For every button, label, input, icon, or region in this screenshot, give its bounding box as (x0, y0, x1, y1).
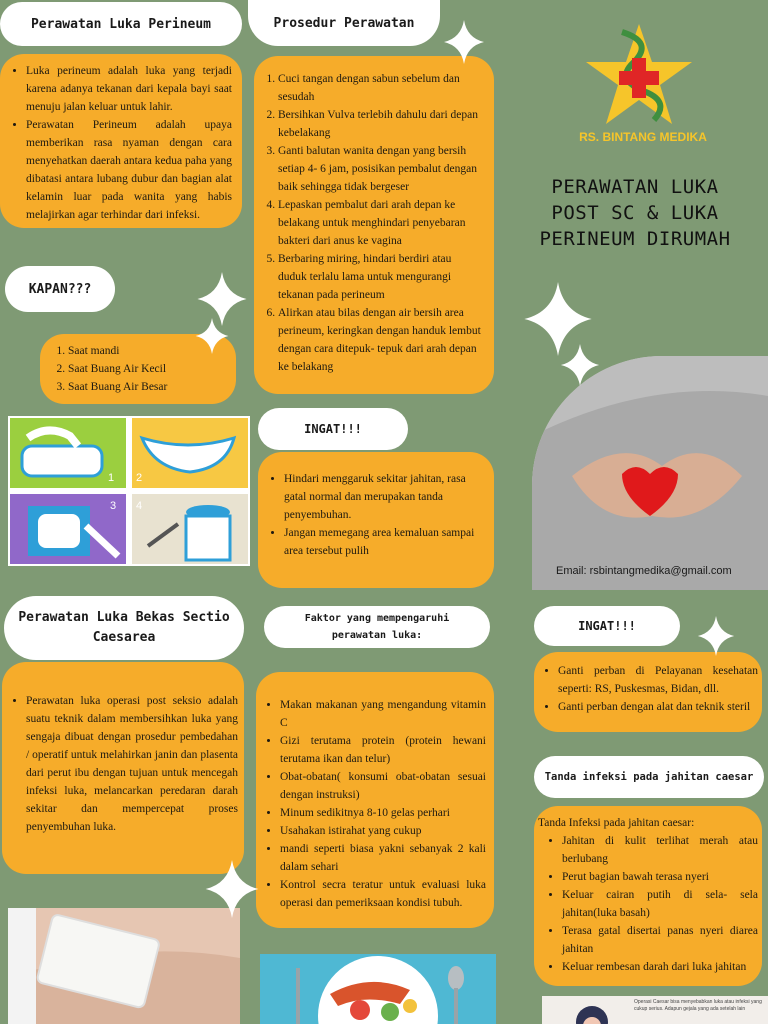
list-item: • Gizi terutama protein (protein hewani terutama ikan dan telur) (280, 732, 486, 768)
sc-info-box (2, 662, 244, 874)
kapan-title: KAPAN??? (28, 281, 92, 297)
note-card (542, 996, 768, 1024)
list-item: • Perawatan Perineum adalah upaya memberikan rasa nyaman dengan cara menyehatkan daerah antara kedua paha yang dibatasi antara lubang dubur dan bagian alat kelamin luar pada wanita yang habis melajirkan agar terhindar dari infeksi. (26, 116, 232, 224)
list-item: 1. Saat mandi (68, 342, 230, 360)
list-item: • Perut bagian bawah terasa nyeri (562, 868, 758, 886)
sc-title: Perawatan Luka Bekas Sectio Caesarea (18, 610, 230, 645)
step-number-4: 4 (136, 500, 143, 512)
ingat-title-middle: INGAT!!! (304, 422, 362, 436)
list-item: • Ganti perban dengan alat dan teknik steril (558, 698, 758, 716)
list-item: • Jangan memegang area kemaluan sampai area tersebut pulih (284, 524, 484, 560)
list-item: 5. Berbaring miring, hindari berdiri atau duduk terlalu lama untuk mengurangi tekanan pada perineum (278, 250, 482, 304)
faktor-title: Faktor yang mempengaruhi perawatan luka: (304, 613, 450, 641)
ingat-box-right (534, 652, 762, 732)
faktor-title-pill (264, 606, 490, 648)
hospital-name: RS. BINTANG MEDIKA (579, 130, 707, 144)
abdomen-heart-drawing (532, 356, 768, 590)
prosedur-list (260, 70, 482, 376)
list-item: • Ganti perban di Pelayanan kesehatan seperti: RS, Puskesmas, Bidan, dll. (558, 662, 758, 698)
healthy-food-drawing (260, 954, 496, 1024)
ingat-list-middle (266, 470, 484, 560)
list-item: 6. Alirkan atau bilas dengan air bersih area perineum, keringkan dengan handuk lembut dengan cara ditepuk- tepuk dari arah depan ke belakang (278, 304, 482, 376)
ingat-title-pill-right (534, 606, 680, 646)
step-number-2: 2 (136, 472, 143, 484)
faktor-box (256, 672, 494, 928)
list-item: • Minum sedikitnya 8-10 gelas perhari (280, 804, 486, 822)
faktor-list (262, 696, 486, 912)
healthy-food-photo (260, 954, 496, 1024)
sparkle-icon (194, 318, 230, 354)
ingat-title-right: INGAT!!! (578, 619, 636, 633)
list-item: 2. Saat Buang Air Kecil (68, 360, 230, 378)
list-item: • mandi seperti biasa yakni sebanyak 2 kali dalam sehari (280, 840, 486, 876)
step-number-1: 1 (108, 472, 115, 484)
note-text: Operasi Caesar bisa menyebabkan luka atau infeksi yang cukup serius. Adapun gejala yang ada setelah lain (634, 999, 762, 1012)
perineum-list (8, 62, 232, 224)
star-cross-logo-icon (584, 22, 694, 128)
list-item: 4. Lepaskan pembalut dari arah depan ke belakang untuk menghindari penyebaran bakteri dari anus ke vagina (278, 196, 482, 250)
list-item: 2. Bersihkan Vulva terlebih dahulu dari depan kebelakang (278, 106, 482, 142)
wound-dressing-drawing (8, 908, 240, 1024)
sc-title-pill (4, 596, 244, 660)
list-item: • Hindari menggaruk sekitar jahitan, rasa gatal normal dan merupakan tanda penyembuhan. (284, 470, 484, 524)
list-item: 1. Cuci tangan dengan sabun sebelum dan sesudah (278, 70, 482, 106)
email-text: Email: rsbintangmedika@gmail.com (556, 565, 732, 577)
prosedur-title-pill (248, 0, 440, 46)
sparkle-icon (560, 344, 600, 386)
wound-dressing-photo (8, 908, 240, 1024)
list-item: • Perawatan luka operasi post seksio adalah suatu teknik dalam membersihkan luka yang sengaja dibuat dengan prosedur pembedahan / operatif untuk melahirkan janin dan plasenta dari perut ibu dengan tujuan untuk mencegah infeksi luka, melancarkan peredaran darah sekitar dan mempercepat proses penyembuhan luka. (26, 692, 238, 836)
infeksi-intro: Tanda Infeksi pada jahitan caesar: (538, 817, 695, 829)
list-item: • Kontrol secra teratur untuk evaluasi luka operasi dan pemeriksaan kondisi tubuh. (280, 876, 486, 912)
list-item: • Obat-obatan( konsumi obat-obatan sesuai dengan instruksi) (280, 768, 486, 804)
list-item: • Usahakan istirahat yang cukup (280, 822, 486, 840)
ingat-title-pill-middle (258, 408, 408, 450)
step-number-3: 3 (110, 500, 117, 512)
perineum-title: Perawatan Luka Perineum (30, 16, 211, 32)
infeksi-box (534, 806, 762, 986)
abdomen-heart-photo (532, 356, 768, 590)
list-item: • Keluar rembesan darah dari luka jahitan (562, 958, 758, 976)
perineum-info-box (0, 54, 242, 228)
perineum-title-pill (0, 2, 242, 46)
prosedur-box (254, 56, 494, 394)
list-item: • Terasa gatal disertai panas nyeri diarea jahitan (562, 922, 758, 958)
infeksi-list (538, 832, 758, 976)
infeksi-title: Tanda infeksi pada jahitan caesar (544, 771, 754, 783)
ingat-list-right (540, 662, 758, 716)
list-item: • Keluar cairan putih di sela- sela jahitan(luka basah) (562, 886, 758, 922)
prosedur-title: Prosedur Perawatan (273, 15, 415, 31)
list-item: • Luka perineum adalah luka yang terjadi karena adanya tekanan dari kepala bayi saat menuju jalan keluar untuk lahir. (26, 62, 232, 116)
hospital-logo (584, 22, 694, 128)
infeksi-title-pill (534, 756, 764, 798)
pad-steps-illustration (8, 416, 250, 566)
kapan-title-pill (5, 266, 115, 312)
person-avatar-icon (552, 996, 632, 1024)
list-item: 3. Ganti balutan wanita dengan yang bersih setiap 4- 6 jam, posisikan pembalut dengan baik sehingga tidak bergeser (278, 142, 482, 196)
list-item: • Makan makanan yang mengandung vitamin C (280, 696, 486, 732)
sc-list (8, 692, 238, 836)
sparkle-icon (696, 616, 736, 656)
list-item: • Jahitan di kulit terlihat merah atau berlubang (562, 832, 758, 868)
pad-steps-drawing (8, 416, 250, 566)
list-item: 3. Saat Buang Air Besar (68, 378, 230, 396)
ingat-box-middle (258, 452, 494, 588)
sparkle-icon (204, 860, 260, 918)
main-title: PERAWATAN LUKA POST SC & LUKA PERINEUM DIRUMAH (539, 176, 731, 250)
sparkle-icon (444, 20, 484, 64)
